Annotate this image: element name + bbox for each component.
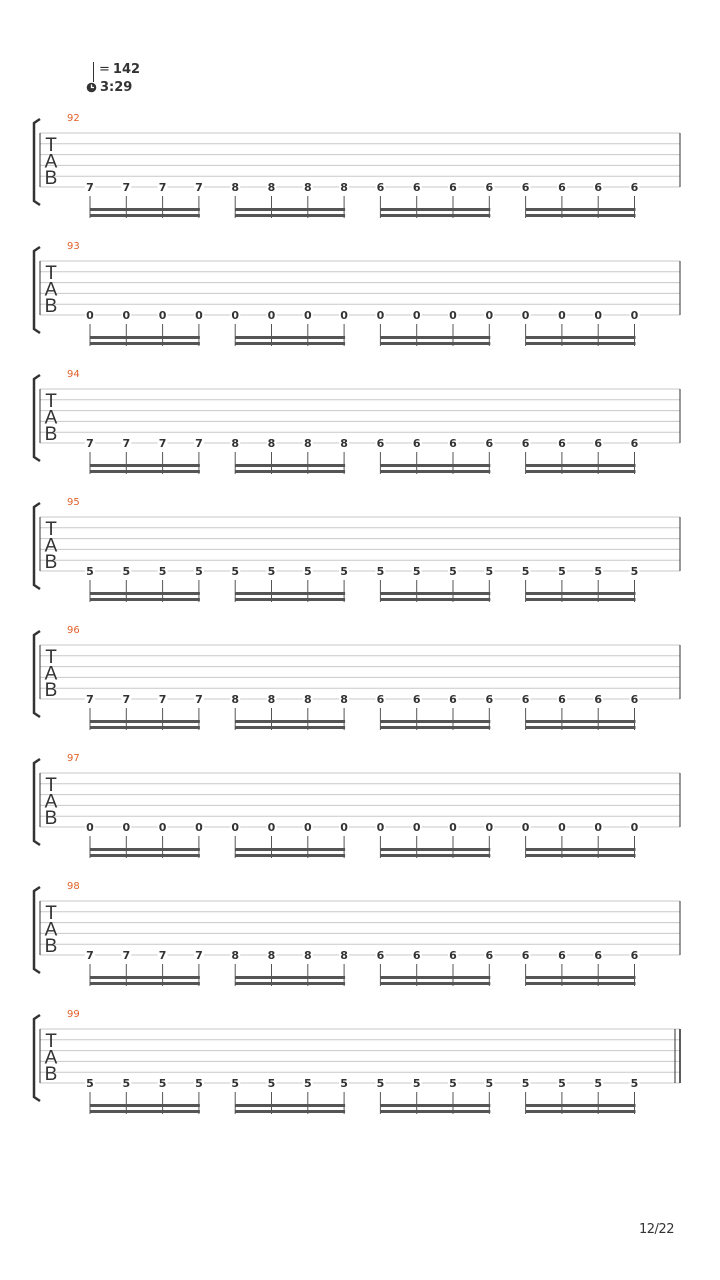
- fret-number: 0: [485, 821, 494, 834]
- tab-clef-letter: B: [44, 680, 58, 701]
- fret-number: 6: [558, 181, 566, 194]
- fret-number: 7: [122, 437, 131, 450]
- beam-secondary: [526, 470, 636, 473]
- fret-number: 5: [122, 1077, 131, 1090]
- fret-number: 6: [558, 437, 566, 450]
- beam-secondary: [90, 342, 200, 345]
- fret-number: 7: [158, 181, 167, 194]
- fret-number: 5: [449, 565, 457, 578]
- beam-primary: [90, 592, 200, 595]
- beam-primary: [90, 976, 200, 979]
- fret-number: 5: [412, 565, 421, 578]
- fret-number: 0: [303, 309, 312, 322]
- fret-number: 5: [195, 1077, 203, 1090]
- fret-number: 6: [630, 437, 639, 450]
- beam-secondary: [235, 342, 345, 345]
- fret-number: 0: [267, 309, 276, 322]
- fret-number: 6: [630, 181, 639, 194]
- fret-number: 5: [558, 1077, 566, 1090]
- fret-number: 5: [412, 1077, 421, 1090]
- beam-secondary: [235, 854, 345, 857]
- fret-number: 6: [558, 693, 566, 706]
- fret-number: 0: [195, 821, 203, 834]
- beam-secondary: [90, 726, 200, 729]
- fret-number: 6: [521, 181, 530, 194]
- system-bracket: [34, 887, 40, 973]
- beam-primary: [235, 208, 345, 211]
- beam-secondary: [526, 726, 636, 729]
- tab-clef-letter: A: [44, 407, 58, 429]
- beam-secondary: [526, 214, 636, 217]
- measure-number: 94: [67, 369, 80, 380]
- beam-primary: [526, 720, 636, 723]
- measure-number: 98: [67, 881, 80, 892]
- beam-secondary: [526, 342, 636, 345]
- staff-system: [34, 497, 680, 602]
- fret-number: 8: [267, 949, 276, 962]
- fret-number: 0: [485, 309, 494, 322]
- fret-number: 8: [340, 949, 348, 962]
- fret-number: 6: [485, 693, 494, 706]
- beam-secondary: [235, 214, 345, 217]
- fret-number: 0: [412, 821, 421, 834]
- tab-clef-letter: T: [45, 391, 57, 412]
- fret-number: 0: [558, 309, 566, 322]
- beam-primary: [235, 976, 345, 979]
- fret-number: 6: [412, 437, 421, 450]
- fret-number: 8: [340, 693, 348, 706]
- fret-number: 6: [594, 181, 603, 194]
- fret-number: 0: [376, 821, 385, 834]
- tab-clef-letter: A: [44, 535, 58, 557]
- beam-secondary: [380, 982, 490, 985]
- beam-primary: [380, 592, 490, 595]
- fret-number: 5: [485, 1077, 494, 1090]
- fret-number: 5: [594, 1077, 603, 1090]
- fret-number: 6: [485, 181, 494, 194]
- fret-number: 0: [340, 821, 348, 834]
- fret-number: 6: [521, 437, 530, 450]
- fret-number: 8: [267, 693, 276, 706]
- fret-number: 0: [376, 309, 385, 322]
- system-bracket: [34, 119, 40, 205]
- fret-number: 5: [267, 565, 276, 578]
- fret-number: 6: [521, 949, 530, 962]
- fret-number: 5: [303, 565, 312, 578]
- fret-number: 5: [195, 565, 203, 578]
- beam-primary: [90, 464, 200, 467]
- staff-system: [34, 881, 680, 986]
- beam-secondary: [380, 214, 490, 217]
- fret-number: 0: [158, 309, 167, 322]
- beam-primary: [235, 720, 345, 723]
- fret-number: 6: [412, 181, 421, 194]
- tab-clef-letter: B: [44, 424, 58, 445]
- fret-number: 0: [86, 309, 94, 322]
- fret-number: 5: [86, 565, 94, 578]
- beam-primary: [526, 848, 636, 851]
- beam-secondary: [526, 1110, 636, 1113]
- beam-secondary: [526, 598, 636, 601]
- beam-secondary: [90, 214, 200, 217]
- beam-primary: [235, 848, 345, 851]
- fret-number: 7: [158, 949, 167, 962]
- fret-number: 0: [158, 821, 167, 834]
- tab-clef-letter: A: [44, 791, 58, 813]
- fret-number: 0: [122, 309, 131, 322]
- tab-clef-letter: B: [44, 168, 58, 189]
- beam-secondary: [90, 470, 200, 473]
- tab-clef-letter: B: [44, 552, 58, 573]
- fret-number: 8: [303, 437, 312, 450]
- fret-number: 5: [231, 1077, 240, 1090]
- fret-number: 6: [449, 693, 457, 706]
- tab-clef-letter: A: [44, 151, 58, 173]
- beam-primary: [235, 336, 345, 339]
- fret-number: 0: [449, 821, 457, 834]
- duration-label: 3:29: [100, 80, 133, 95]
- fret-number: 0: [521, 309, 530, 322]
- tempo-value: 142: [112, 62, 141, 77]
- fret-number: 0: [340, 309, 348, 322]
- fret-number: 6: [376, 437, 385, 450]
- staff-system: [34, 625, 680, 730]
- beam-primary: [526, 464, 636, 467]
- fret-number: 8: [231, 949, 240, 962]
- staff-system: [34, 113, 680, 218]
- beam-primary: [380, 208, 490, 211]
- system-bracket: [34, 1015, 40, 1101]
- tab-clef-letter: T: [45, 263, 57, 284]
- beam-secondary: [90, 854, 200, 857]
- beam-primary: [90, 208, 200, 211]
- beam-secondary: [380, 470, 490, 473]
- fret-number: 0: [231, 821, 240, 834]
- fret-number: 0: [594, 309, 603, 322]
- fret-number: 5: [376, 565, 385, 578]
- fret-number: 7: [158, 693, 167, 706]
- fret-number: 7: [86, 437, 94, 450]
- fret-number: 6: [376, 693, 385, 706]
- beam-primary: [380, 848, 490, 851]
- fret-number: 8: [231, 693, 240, 706]
- tab-clef-letter: B: [44, 296, 58, 317]
- beam-primary: [380, 336, 490, 339]
- tab-clef-letter: B: [44, 1064, 58, 1085]
- fret-number: 5: [521, 565, 530, 578]
- measure-number: 92: [67, 113, 80, 124]
- fret-number: 5: [267, 1077, 276, 1090]
- fret-number: 0: [558, 821, 566, 834]
- measure-number: 96: [67, 625, 80, 636]
- fret-number: 6: [412, 949, 421, 962]
- fret-number: 8: [340, 437, 348, 450]
- beam-primary: [526, 336, 636, 339]
- fret-number: 6: [594, 437, 603, 450]
- beam-primary: [90, 848, 200, 851]
- fret-number: 6: [594, 693, 603, 706]
- fret-number: 8: [340, 181, 348, 194]
- beam-primary: [235, 1104, 345, 1107]
- fret-number: 5: [558, 565, 566, 578]
- fret-number: 5: [630, 565, 639, 578]
- fret-number: 5: [376, 1077, 385, 1090]
- tab-clef-letter: B: [44, 808, 58, 829]
- beam-primary: [526, 592, 636, 595]
- beam-primary: [90, 336, 200, 339]
- beam-primary: [380, 1104, 490, 1107]
- fret-number: 0: [412, 309, 421, 322]
- fret-number: 6: [485, 949, 494, 962]
- fret-number: 8: [267, 437, 276, 450]
- fret-number: 6: [485, 437, 494, 450]
- fret-number: 5: [158, 565, 167, 578]
- measure-number: 99: [67, 1009, 80, 1020]
- fret-number: 5: [231, 565, 240, 578]
- fret-number: 6: [449, 949, 457, 962]
- beam-primary: [90, 720, 200, 723]
- system-bracket: [34, 631, 40, 717]
- fret-number: 6: [594, 949, 603, 962]
- fret-number: 5: [86, 1077, 94, 1090]
- fret-number: 0: [195, 309, 203, 322]
- beam-secondary: [90, 982, 200, 985]
- beam-secondary: [380, 726, 490, 729]
- staff-system: [34, 369, 680, 474]
- fret-number: 6: [376, 949, 385, 962]
- fret-number: 7: [122, 949, 131, 962]
- tab-clef-letter: B: [44, 936, 58, 957]
- fret-number: 5: [449, 1077, 457, 1090]
- tempo-equals: =: [99, 62, 110, 77]
- staff-system: [34, 1009, 680, 1114]
- fret-number: 7: [195, 949, 203, 962]
- fret-number: 5: [122, 565, 131, 578]
- fret-number: 7: [86, 949, 94, 962]
- fret-number: 7: [195, 693, 203, 706]
- fret-number: 7: [195, 437, 203, 450]
- fret-number: 0: [267, 821, 276, 834]
- tab-clef-letter: T: [45, 1031, 57, 1052]
- fret-number: 6: [376, 181, 385, 194]
- fret-number: 6: [412, 693, 421, 706]
- fret-number: 0: [521, 821, 530, 834]
- tab-clef-letter: T: [45, 647, 57, 668]
- beam-primary: [90, 1104, 200, 1107]
- beam-primary: [526, 1104, 636, 1107]
- fret-number: 0: [449, 309, 457, 322]
- beam-secondary: [380, 342, 490, 345]
- page-number: 12/22: [639, 1222, 674, 1237]
- fret-number: 6: [449, 437, 457, 450]
- fret-number: 5: [158, 1077, 167, 1090]
- system-bracket: [34, 247, 40, 333]
- staff-system: [34, 241, 680, 346]
- beam-secondary: [380, 854, 490, 857]
- beam-secondary: [380, 1110, 490, 1113]
- fret-number: 8: [231, 181, 240, 194]
- beam-primary: [526, 976, 636, 979]
- fret-number: 0: [630, 309, 639, 322]
- beam-primary: [235, 592, 345, 595]
- measure-number: 97: [67, 753, 80, 764]
- fret-number: 6: [449, 181, 457, 194]
- beam-secondary: [235, 726, 345, 729]
- fret-number: 0: [86, 821, 94, 834]
- fret-number: 5: [485, 565, 494, 578]
- fret-number: 0: [122, 821, 131, 834]
- fret-number: 5: [340, 565, 348, 578]
- fret-number: 7: [86, 181, 94, 194]
- fret-number: 8: [267, 181, 276, 194]
- fret-number: 8: [303, 693, 312, 706]
- fret-number: 8: [303, 949, 312, 962]
- fret-number: 8: [303, 181, 312, 194]
- fret-number: 0: [630, 821, 639, 834]
- system-bracket: [34, 503, 40, 589]
- beam-primary: [235, 464, 345, 467]
- fret-number: 0: [303, 821, 312, 834]
- beam-secondary: [90, 1110, 200, 1113]
- fret-number: 7: [122, 693, 131, 706]
- staff-system: [34, 753, 680, 858]
- tab-clef-letter: T: [45, 519, 57, 540]
- beam-secondary: [235, 598, 345, 601]
- measure-number: 93: [67, 241, 80, 252]
- fret-number: 8: [231, 437, 240, 450]
- fret-number: 7: [158, 437, 167, 450]
- fret-number: 5: [340, 1077, 348, 1090]
- beam-primary: [380, 464, 490, 467]
- system-bracket: [34, 375, 40, 461]
- fret-number: 5: [630, 1077, 639, 1090]
- tab-clef-letter: T: [45, 135, 57, 156]
- fret-number: 6: [521, 693, 530, 706]
- beam-primary: [380, 976, 490, 979]
- fret-number: 6: [558, 949, 566, 962]
- beam-secondary: [235, 1110, 345, 1113]
- fret-number: 7: [86, 693, 94, 706]
- system-bracket: [34, 759, 40, 845]
- beam-primary: [526, 208, 636, 211]
- fret-number: 0: [231, 309, 240, 322]
- tab-clef-letter: T: [45, 903, 57, 924]
- fret-number: 6: [630, 693, 639, 706]
- beam-secondary: [526, 982, 636, 985]
- beam-secondary: [90, 598, 200, 601]
- tab-clef-letter: A: [44, 1047, 58, 1069]
- fret-number: 0: [594, 821, 603, 834]
- tab-clef-letter: A: [44, 919, 58, 941]
- beam-secondary: [526, 854, 636, 857]
- beam-secondary: [380, 598, 490, 601]
- measure-number: 95: [67, 497, 80, 508]
- tab-clef-letter: T: [45, 775, 57, 796]
- beam-secondary: [235, 470, 345, 473]
- tab-clef-letter: A: [44, 663, 58, 685]
- fret-number: 5: [594, 565, 603, 578]
- fret-number: 7: [122, 181, 131, 194]
- fret-number: 5: [521, 1077, 530, 1090]
- beam-primary: [380, 720, 490, 723]
- tab-clef-letter: A: [44, 279, 58, 301]
- beam-secondary: [235, 982, 345, 985]
- fret-number: 7: [195, 181, 203, 194]
- fret-number: 5: [303, 1077, 312, 1090]
- fret-number: 6: [630, 949, 639, 962]
